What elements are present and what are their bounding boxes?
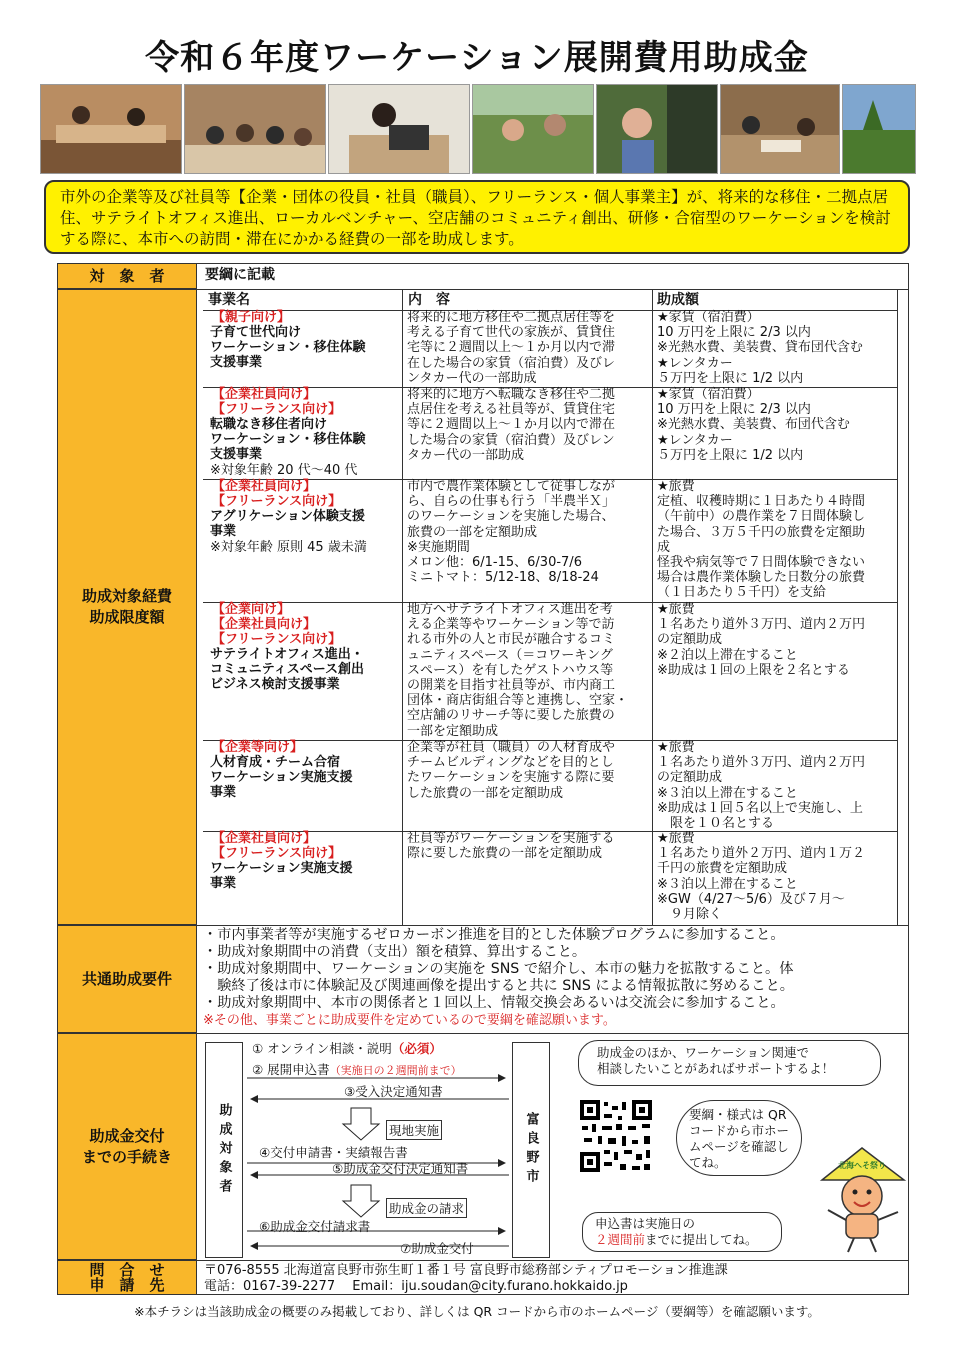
photo-child xyxy=(596,84,718,174)
expense-label: 助成対象経費 助成限度額 xyxy=(57,289,197,925)
photo-cafe xyxy=(720,84,840,174)
row-name: 人材育成・チーム合宿 ワーケーション実施支援 事業 xyxy=(210,755,353,801)
qr-code-icon[interactable] xyxy=(578,1098,654,1174)
step-3: ③受入決定通知書 xyxy=(344,1084,443,1099)
column-divider xyxy=(402,289,403,925)
row-amount: ★旅費 １名あたり道外３万円、道内２万円 の定額助成 ※２泊以上滞在すること ※助成は１回の上限を２名とする xyxy=(657,602,866,678)
row-content: 市内で農作業体験として従事しなが ら、自らの仕事も行う「半農半Ｘ」 のワーケーションを実施した場合、 旅費の一部を定額助成 ※実施期間 メロン他：6/1-15、6/30-7/6 ミニトマト：5/12-18、8/18-24 xyxy=(407,479,616,586)
row-amount: ★家賃（宿泊費） 10 万円を上限に 2/3 以内 ※光熱水費、美装費、貸布団代含む ★レンタカー ５万円を上限に 1/2 以内 xyxy=(657,310,863,386)
row-content: 将来的に地方移住や二拠点居住等を 考える子育て世代の家族が、賃貸住 宅等に２週間以上～１か月以内で滞 在した場合の家賃（宿泊費）及びレ ンタカー代の一部助成 xyxy=(407,310,616,386)
target-value: 要綱に記載 xyxy=(205,267,275,283)
photo-field xyxy=(842,84,916,174)
row-amount: ★旅費 １名あたり道外２万円、道内１万２ 千円の旅費を定額助成 ※３泊以上滞在すること ※GW（4/27～5/6）及び７月～ ９月除く xyxy=(657,831,866,923)
contact-address: 〒076-8555 北海道富良野市弥生町１番１号 富良野市総務部シティプロモーション推進課 xyxy=(204,1263,728,1278)
step-1: ① オンライン相談・説明（必須） xyxy=(252,1041,442,1056)
intro-box: 市外の企業等及び社員等【企業・団体の役員・社員（職員）、フリーランス・個人事業主】が、将来的な移住・二拠点居住、サテライトオフィス進出、ローカルベンチャー、空店舗のコミュニティ創出、研修・合宿型のワーケーションを検討する際に、本市への訪問・滞在にかかる経費の一部を助成します。 xyxy=(44,180,910,254)
row-note: ※対象年齢 原則 45 歳未満 xyxy=(210,540,367,555)
deadline-bubble xyxy=(582,1212,782,1252)
header-amount: 助成額 xyxy=(657,292,699,308)
contact-label-1: 問 合 せ xyxy=(89,1260,165,1279)
requirement-item: 験終了後は市に体験記及び関連画像を提出すると共に SNS による情報拡散に努めること。 xyxy=(203,978,794,994)
qr-bubble: 要綱・様式は QR コードから市ホー ムページを確認し てね。 xyxy=(676,1100,802,1176)
photo-office xyxy=(40,84,182,174)
requirement-item: ・市内事業者等が実施するゼロカーボン推進を目的とした体験プログラムに参加すること。 xyxy=(203,927,785,943)
column-divider xyxy=(652,289,653,925)
row-tags: 【企業等向け】 xyxy=(212,740,304,755)
step-7: ⑦助成金交付 xyxy=(400,1241,474,1256)
photo-laptop xyxy=(328,84,470,174)
row-content: 企業等が社員（職員）の人材育成や チームビルディングなどを目的とし たワーケーションを実施する際に要 した旅費の一部を定額助成 xyxy=(407,740,616,801)
header-name: 事業名 xyxy=(208,292,250,308)
row-tags: 【企業社員向け】 【フリーランス向け】 xyxy=(212,831,342,862)
step-2: ② 展開申込書（実施日の２週間前まで） xyxy=(252,1062,462,1077)
support-bubble: 助成金のほか、ワーケーション関連で 相談したいことがあればサポートするよ！ xyxy=(578,1040,881,1086)
row-content: 社員等がワーケーションを実施する 際に要した旅費の一部を定額助成 xyxy=(407,831,615,862)
requirement-item: ・助成対象期間中、ワーケーションの実施を SNS で紹介し、本市の魅力を拡散すること。体 xyxy=(203,961,794,977)
header-content: 内 容 xyxy=(408,292,450,308)
page-title: 令和６年度ワーケーション展開費用助成金 xyxy=(145,38,809,78)
contact-label xyxy=(57,1260,197,1295)
row-name: サテライトオフィス進出・ コミュニティスペース創出 ビジネス検討支援事業 xyxy=(210,647,365,693)
photo-farm xyxy=(472,84,594,174)
step-6: ⑥助成金交付請求書 xyxy=(259,1219,371,1234)
requirements-label: 共通助成要件 xyxy=(57,925,197,1033)
row-amount: ★家賃（宿泊費） 10 万円を上限に 2/3 以内 ※光熱水費、美装費、布団代含む ★レンタカー ５万円を上限に 1/2 以内 xyxy=(657,387,850,463)
stage-claim: 助成金の請求 xyxy=(386,1198,467,1218)
row-name: アグリケーション体験支援 事業 xyxy=(210,509,365,540)
row-amount: ★旅費 定植、収穫時期に１日あたり４時間 （午前中）の農作業を７日間体験し た場合、３万５千円の旅費を定額助 成 怪我や病気等で７日間体験できない 場合は農作業体験した日数分の旅費 （１日あたり５千円）を支給 xyxy=(657,479,866,601)
row-name: 子育て世代向け ワーケーション・移住体験 支援事業 xyxy=(210,325,366,371)
row-note: ※対象年齢 20 代～40 代 xyxy=(210,463,358,478)
row-tags: 【企業向け】 【企業社員向け】 【フリーランス向け】 xyxy=(212,602,342,648)
step-4: ④交付申請書・実績報告書 xyxy=(259,1145,408,1160)
procedure-label: 助成金交付 までの手続き xyxy=(57,1033,197,1260)
mascot-hat-text: 北海へそ祭り xyxy=(838,1161,886,1170)
stage-onsite: 現地実施 xyxy=(386,1120,442,1140)
deadline-text-a: 申込書は実施日の xyxy=(595,1216,696,1231)
target-label: 対 象 者 xyxy=(57,263,197,289)
row-content: 将来的に地方へ転職なき移住や二拠 点居住を考える社員等が、賃貸住宅 等に２週間以上～１か月以内で滞在 した場合の家賃（宿泊費）及びレン タカー代の一部助成 xyxy=(407,387,616,463)
requirement-item: ・助成対象期間中の消費（支出）額を積算、算出すること。 xyxy=(203,944,587,960)
column-divider xyxy=(897,289,898,925)
requirements-note: ※その他、事業ごとに助成要件を定めているので要綱を確認願います。 xyxy=(203,1013,616,1028)
row-tags: 【親子向け】 xyxy=(212,310,291,325)
footer-note: ※本チラシは当該助成金の概要のみ掲載しており、詳しくは QR コードから市のホームページ（要綱等）を確認願います。 xyxy=(134,1304,820,1319)
deadline-text-b: ２週間前までに提出してね。 xyxy=(595,1232,758,1247)
row-amount: ★旅費 １名あたり道外３万円、道内２万円 の定額助成 ※３泊以上滞在すること ※助成は１回５名以上で実施し、上 限を１０名とする xyxy=(657,740,866,832)
step-5: ⑤助成金交付決定通知書 xyxy=(332,1161,469,1176)
mascot-character xyxy=(816,1142,908,1254)
contact-phone[interactable]: 電話：0167-39-2277 Email：iju.soudan@city.furano.hokkaido.jp xyxy=(204,1279,628,1294)
photo-meeting xyxy=(184,84,326,174)
city-box: 富良野市 xyxy=(512,1042,550,1258)
requirement-item: ・助成対象期間中、本市の関係者と１回以上、情報交換会あるいは交流会に参加すること。 xyxy=(203,995,785,1011)
applicant-box: 助成対象者 xyxy=(205,1042,243,1258)
contact-label-2: 申 請 先 xyxy=(89,1275,165,1294)
row-content: 地方へサテライトオフィス進出を考 える企業等やワーケーション等で訪 れる市外の人と市民が融合するコミ ュニティスペース（＝コワーキング スペース）を有したゲストハウス等 の開業を目指す社員等が、市内商工 団体・商店街組合等と連携し、空家・ 空店舗のリサーチ等に要した旅費の 一部を定額助成 xyxy=(407,602,629,739)
row-name: 転職なき移住者向け ワーケーション・移住体験 支援事業 xyxy=(210,417,366,463)
row-tags: 【企業社員向け】 【フリーランス向け】 xyxy=(212,479,342,510)
row-tags: 【企業社員向け】 【フリーランス向け】 xyxy=(212,387,342,418)
row-name: ワーケーション実施支援 事業 xyxy=(210,861,353,892)
